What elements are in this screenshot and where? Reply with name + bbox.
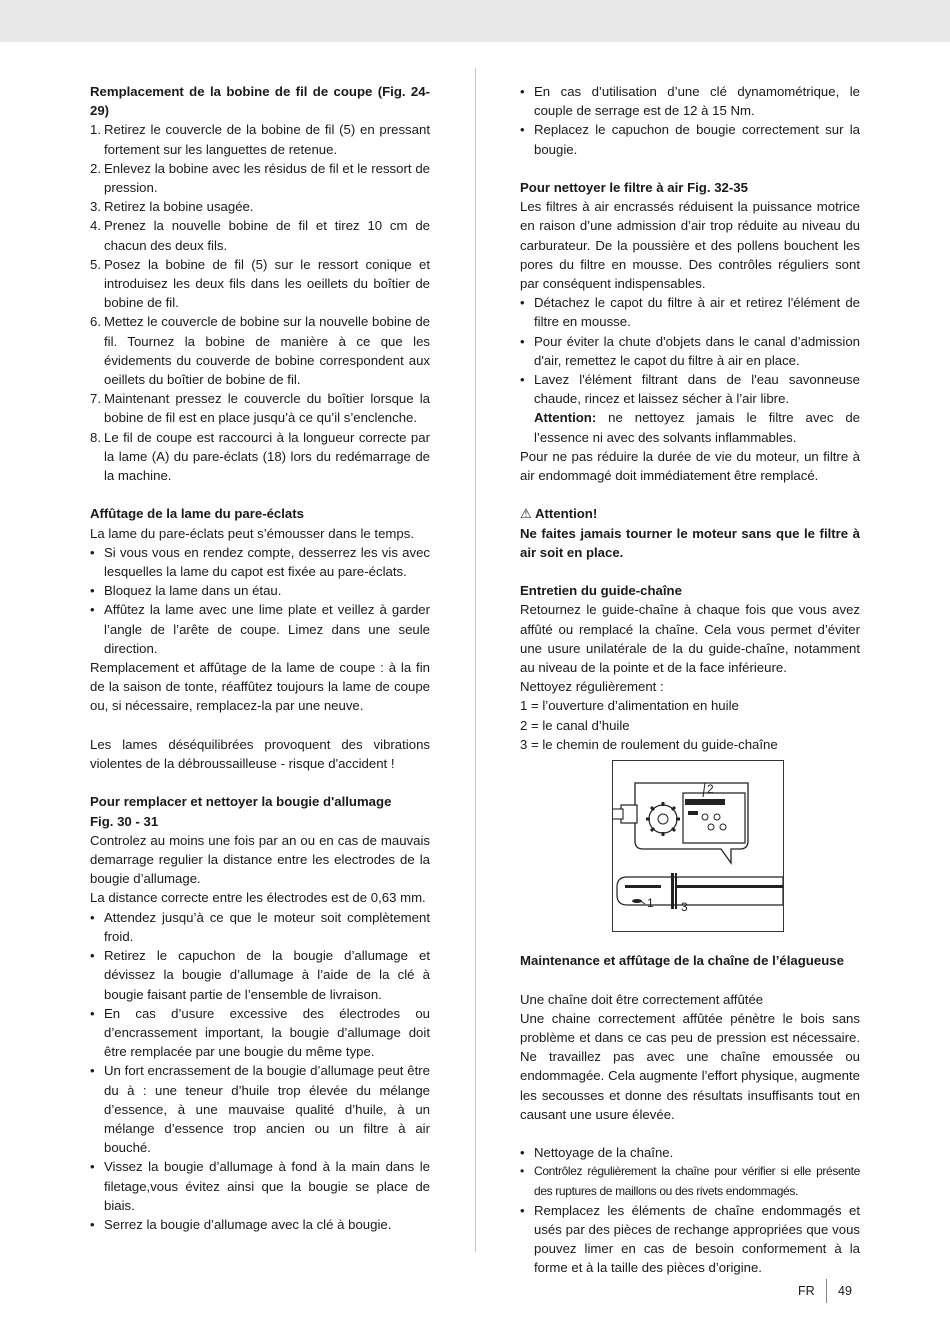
figure-reference: Fig. 30 - 31 [90,813,159,829]
list-item: • En cas d’usure excessive des électrodes ou d’encrassement important, la bougie d’allumage doit être remplacée par une bougie du même type. [90,1004,430,1062]
air-filter-steps [520,293,860,408]
paragraph: La distance correcte entre les électrodes est de 0,63 mm. [90,890,426,906]
column-divider [475,68,476,1252]
list-item: 7. Maintenant pressez le couvercle du boîtier lorsque la bobine de fil est en place jusqu’à ce qu’il s’enclenche. [90,391,430,426]
spool-steps [90,120,430,485]
clean-line: 3 = le chemin de roulement du guide-chaîne [520,736,778,752]
list-item: 2. Enlevez la bobine avec les résidus de fil et le ressort de pression. [90,160,430,196]
list-item: 1. Retirez le couvercle de la bobine de fil (5) en pressant fortement sur les languettes de retenue. [90,122,430,157]
section-title-spark-plug: Pour remplacer et nettoyer la bougie d'allumage [90,794,392,810]
clean-line: 1 = l’ouverture d’alimentation en huile [520,698,739,714]
list-item: • Serrez la bougie d’allumage avec la clé à bougie. [90,1215,430,1234]
fig-label-3: 3 [681,900,688,915]
section-title-spool: Remplacement de la bobine de fil de coupe (Fig. 24-29) [90,84,430,119]
list-item: • Bloquez la lame dans un étau. [90,581,430,600]
list-item: • Attendez jusqu’à ce que le moteur soit complètement froid. [90,908,430,946]
paragraph: Remplacement et affûtage de la lame de coupe : à la fin de la saison de tonte, réaffûtez toujours la lame de coupe ou, si nécessaire, remplacez-la par une neuve. [90,660,430,714]
list-item: • Replacez le capuchon de bougie correctement sur la bougie. [520,120,860,158]
list-item: • Remplacez les éléments de chaîne endommagés et usés par des pièces de rechange appropriées que vous pouvez limer en cas de besoin conformement à la forme et à la taille des pièces d’origine. [520,1201,860,1278]
list-item: • Contrôlez régulièrement la chaîne pour vérifier si elle présente des ruptures de maillons ou des rivets endommagés. [520,1162,860,1200]
warning-title: ⚠ Attention! [520,506,598,522]
list-item: • Détachez le capot du filtre à air et retirez l'élément de filtre en mousse. [520,293,860,331]
list-item: • Un fort encrassement de la bougie d’allumage peut être du à : une teneur d’huile trop élevée du mélange d’essence, à une mauvaise qualité d’huile, à un mélange d’essence trop ancien ou un filtre à air bouché. [90,1061,430,1157]
fig-label-1: 1 [647,896,654,911]
clean-line: Nettoyez régulièrement : [520,679,664,695]
page-number: 49 [838,1284,852,1298]
blade-steps [90,543,430,658]
list-item: • Pour éviter la chute d'objets dans le canal d’admission d'air, remettez le capot du filtre à air en place. [520,332,860,370]
warning-text: Ne faites jamais tourner le moteur sans que le filtre à air soit en place. [520,525,860,560]
list-item: • En cas d’utilisation d’une clé dynamométrique, le couple de serrage est de 12 à 15 Nm. [520,82,860,120]
header-band [0,0,950,42]
list-item: 5. Posez la bobine de fil (5) sur le ressort conique et introduisez les deux fils dans les oeillets du boîtier de bobine de fil. [90,256,430,311]
right-column [520,82,860,1278]
section-title-blade: Affûtage de la lame du pare-éclats [90,506,304,522]
warning-icon: ⚠ [520,506,532,522]
list-item: 3. Retirez la bobine usagée. [90,199,254,215]
paragraph: Controlez au moins une fois par an ou en cas de mauvais demarrage regulier la distance entre les electrodes de la bougie d’allumage. [90,832,430,887]
list-item: • Si vous vous en rendez compte, desserrez les vis avec lesquelles la lame du capot est fixée au pare-éclats. [90,543,430,581]
paragraph: Les lames déséquilibrées provoquent des vibrations violentes de la débroussailleuse - risque d'accident ! [90,736,430,772]
list-item: • Vissez la bougie d’allumage à fond à la main dans le filetage,vous évitez ainsi que la bougie se place de biais. [90,1157,430,1215]
list-item: • Affûtez la lame avec une lime plate et veillez à garder l’angle de l’arête de coupe. Limez dans une seule direction. [90,600,430,658]
paragraph: Pour ne pas réduire la durée de vie du moteur, un filtre à air endommagé doit immédiatement être remplacé. [520,448,860,484]
guide-bar-figure [612,760,784,932]
list-item: 4. Prenez la nouvelle bobine de fil et tirez 10 cm de chacun des deux fils. [90,218,430,253]
section-title-chain: Maintenance et affûtage de la chaîne de l’élagueuse [520,953,844,969]
clean-line: 2 = le canal d’huile [520,717,630,733]
list-item: • Lavez l'élément filtrant dans de l'eau savonneuse chaude, rincez et laissez sécher à l’air libre. [520,370,860,408]
spark-plug-steps-cont [520,82,860,159]
paragraph: Retournez le guide-chaîne à chaque fois que vous avez affûté ou remplacé la chaîne. Cela vous permet d’éviter une usure unilatérale de la du guide-chaîne, notamment au niveau de la pointe et de la face inférieure. [520,602,860,676]
list-item: • Nettoyage de la chaîne. [520,1143,860,1162]
paragraph: Les filtres à air encrassés réduisent la puissance motrice en raison d’une admission d’air trop réduite au niveau du carburateur. De la poussière et des pollens bouchent les pores du filtre en mousse. Des contrôles réguliers sont par conséquent indispensables. [520,199,860,292]
section-title-guide-bar: Entretien du guide-chaîne [520,583,682,599]
guide-bar-diagram [613,761,783,931]
chain-steps [520,1143,860,1277]
paragraph: Une chaine correctement affûtée pénètre le bois sans problème et dans ce cas peu de pression est nécessaire. Ne travaillez pas avec une chaîne emoussée ou endommagée. Cela augmente l’effort physique, augmente les secousses et donne des résultats insuffisants tout en causant une usure élevée. [520,1010,860,1122]
footer-divider [826,1279,827,1303]
left-column [90,82,430,1234]
list-item: • Retirez le capuchon de la bougie d’allumage et dévissez la bougie d’allumage à l’aide de la clé à bougie faisant partie de l’ensemble de livraison. [90,946,430,1004]
language-code: FR [798,1284,815,1298]
paragraph: La lame du pare-éclats peut s’émousser dans le temps. [90,525,414,541]
section-title-air-filter: Pour nettoyer le filtre à air Fig. 32-35 [520,180,748,195]
fig-label-2: 2 [707,782,714,797]
spark-plug-steps [90,908,430,1234]
list-item: 6. Mettez le couvercle de bobine sur la nouvelle bobine de fil. Tournez la bobine de manière à ce que les évidements du couverde de bobine correspondent aux oeillets du boîtier de bobine de fil. [90,314,430,388]
list-item: 8. Le fil de coupe est raccourci à la longueur correcte par la lame (A) du pare-éclats (18) lors du redémarrage de la machine. [90,429,430,484]
attention-note: Attention: ne nettoyez jamais le filtre avec de l’essence ni avec des solvants inflammables. [534,410,860,445]
paragraph: Une chaîne doit être correctement affûtée [520,991,764,1007]
